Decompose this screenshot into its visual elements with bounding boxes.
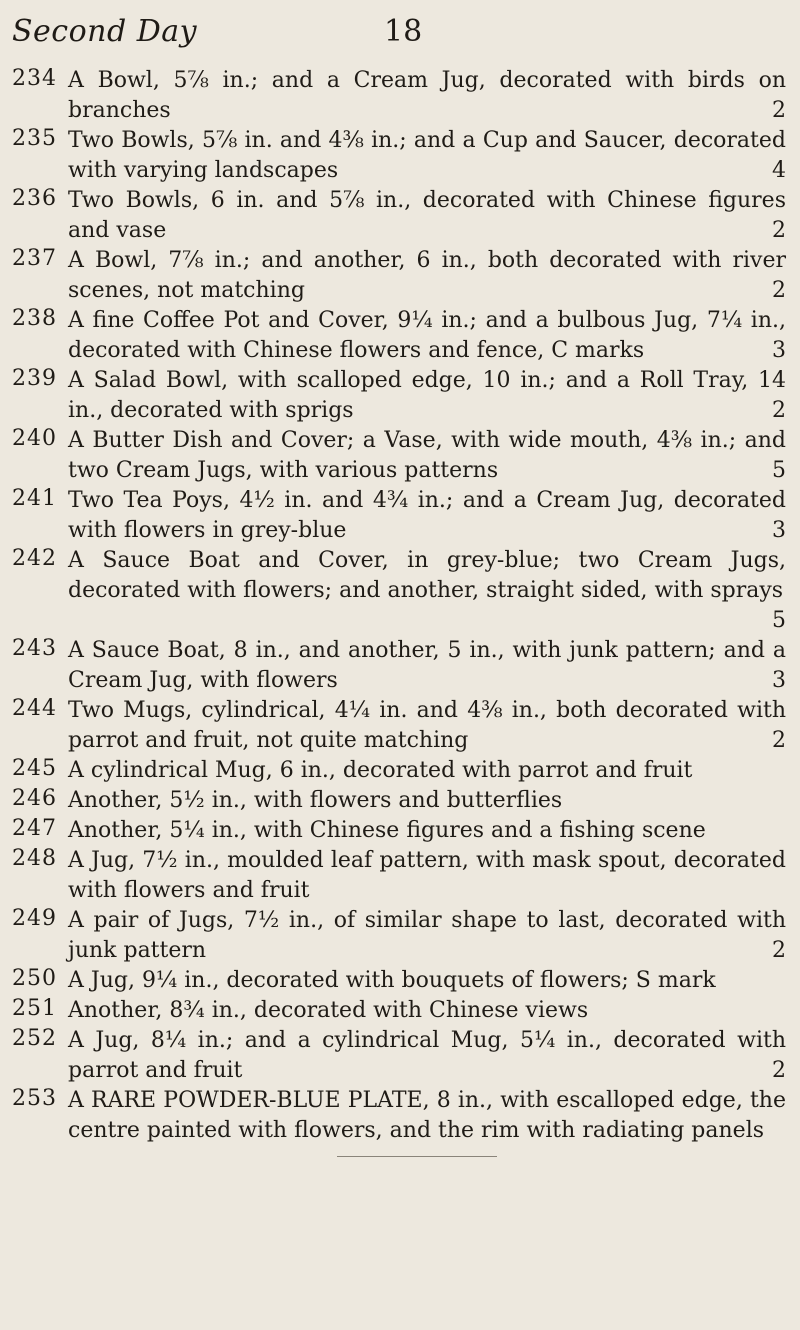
- lot-entry: [0, 66, 800, 126]
- lot-description: Two Tea Poys, 4½ in. and 4¾ in.; and a Cream Jug, decorated with flowers in grey-blue: [68, 488, 786, 543]
- lot-quantity: 5: [772, 608, 786, 633]
- page-header: [12, 14, 788, 54]
- lot-description: A fine Coffee Pot and Cover, 9¼ in.; and a bulbous Jug, 7¼ in., decorated with Chinese flowers and fence, C marks: [68, 308, 786, 363]
- lot-description: A Sauce Boat and Cover, in grey-blue; two Cream Jugs, decorated with flowers; and another, straight sided, with sprays: [68, 548, 786, 603]
- lot-quantity: 3: [772, 518, 786, 543]
- lot-description: A pair of Jugs, 7½ in., of similar shape to last, decorated with junk pattern: [68, 908, 786, 963]
- lot-entry: [0, 1086, 800, 1146]
- lot-number: 253: [12, 1086, 57, 1111]
- lot-list: [0, 66, 800, 1146]
- lot-entry: [0, 186, 800, 246]
- lot-entry: [0, 756, 800, 786]
- lot-entry: [0, 696, 800, 756]
- lot-entry: [0, 846, 800, 906]
- lot-entry: [0, 426, 800, 486]
- lot-entry: [0, 546, 800, 636]
- lot-entry: [0, 816, 800, 846]
- lot-number: 244: [12, 696, 57, 721]
- lot-number: 248: [12, 846, 57, 871]
- lot-number: 243: [12, 636, 57, 661]
- lot-quantity: 4: [772, 158, 786, 183]
- lot-number: 252: [12, 1026, 57, 1051]
- lot-description: A RARE POWDER-BLUE PLATE, 8 in., with escalloped edge, the centre painted with flowers, and the rim with radiating panels: [68, 1088, 786, 1143]
- lot-entry: [0, 966, 800, 996]
- section-title: Second Day: [12, 14, 198, 49]
- end-rule: [337, 1156, 497, 1157]
- lot-quantity: 2: [772, 1058, 786, 1083]
- lot-entry: [0, 996, 800, 1026]
- lot-number: 250: [12, 966, 57, 991]
- lot-quantity: 2: [772, 278, 786, 303]
- lot-description: A Bowl, 5⅞ in.; and a Cream Jug, decorated with birds on branches: [68, 68, 786, 123]
- lot-quantity: 2: [772, 98, 786, 123]
- lot-description: A Bowl, 7⅞ in.; and another, 6 in., both decorated with river scenes, not matching: [68, 248, 786, 303]
- lot-quantity: 3: [772, 668, 786, 693]
- lot-description: A cylindrical Mug, 6 in., decorated with parrot and fruit: [68, 758, 693, 783]
- lot-entry: [0, 636, 800, 696]
- lot-number: 241: [12, 486, 57, 511]
- lot-description: A Butter Dish and Cover; a Vase, with wide mouth, 4⅜ in.; and two Cream Jugs, with various patterns: [68, 428, 786, 483]
- lot-description: A Jug, 9¼ in., decorated with bouquets of flowers; S mark: [68, 968, 716, 993]
- lot-description: Two Bowls, 5⅞ in. and 4⅜ in.; and a Cup and Saucer, decorated with varying landscapes: [68, 128, 786, 183]
- lot-number: 239: [12, 366, 57, 391]
- lot-quantity: 2: [772, 938, 786, 963]
- lot-number: 246: [12, 786, 57, 811]
- lot-number: 249: [12, 906, 57, 931]
- lot-number: 237: [12, 246, 57, 271]
- lot-description: A Salad Bowl, with scalloped edge, 10 in.; and a Roll Tray, 14 in., decorated with sprigs: [68, 368, 786, 423]
- lot-entry: [0, 246, 800, 306]
- lot-entry: [0, 126, 800, 186]
- lot-quantity: 2: [772, 398, 786, 423]
- lot-number: 235: [12, 126, 57, 151]
- page-number: 18: [384, 14, 423, 49]
- lot-entry: [0, 1026, 800, 1086]
- lot-quantity: 5: [772, 458, 786, 483]
- lot-description: Two Mugs, cylindrical, 4¼ in. and 4⅜ in., both decorated with parrot and fruit, not quite matching: [68, 698, 786, 753]
- lot-number: 242: [12, 546, 57, 571]
- lot-entry: [0, 366, 800, 426]
- lot-description: A Sauce Boat, 8 in., and another, 5 in., with junk pattern; and a Cream Jug, with flowers: [68, 638, 786, 693]
- lot-entry: [0, 906, 800, 966]
- lot-number: 247: [12, 816, 57, 841]
- lot-number: 234: [12, 66, 57, 91]
- lot-number: 236: [12, 186, 57, 211]
- lot-quantity: 2: [772, 728, 786, 753]
- lot-entry: [0, 306, 800, 366]
- lot-number: 240: [12, 426, 57, 451]
- lot-description: Two Bowls, 6 in. and 5⅞ in., decorated with Chinese figures and vase: [68, 188, 786, 243]
- lot-description: A Jug, 8¼ in.; and a cylindrical Mug, 5¼ in., decorated with parrot and fruit: [68, 1028, 786, 1083]
- lot-description: Another, 5½ in., with flowers and butterflies: [68, 788, 563, 813]
- lot-entry: [0, 786, 800, 816]
- lot-description: Another, 8¾ in., decorated with Chinese views: [68, 998, 589, 1023]
- lot-quantity: 3: [772, 338, 786, 363]
- lot-description: Another, 5¼ in., with Chinese figures and a fishing scene: [68, 818, 706, 843]
- lot-quantity: 2: [772, 218, 786, 243]
- lot-description: A Jug, 7½ in., moulded leaf pattern, with mask spout, decorated with flowers and fruit: [68, 848, 786, 903]
- lot-number: 251: [12, 996, 57, 1021]
- lot-entry: [0, 486, 800, 546]
- lot-number: 238: [12, 306, 57, 331]
- lot-number: 245: [12, 756, 57, 781]
